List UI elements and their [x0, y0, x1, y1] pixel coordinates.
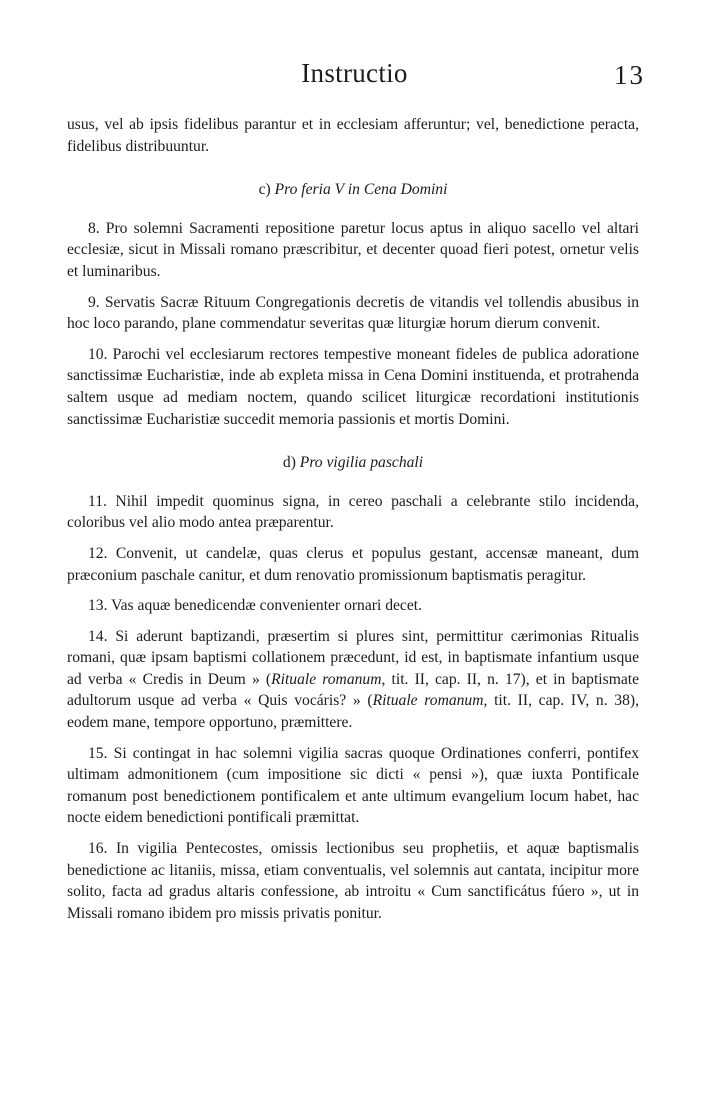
- section-title: Pro vigilia paschali: [299, 454, 424, 472]
- running-title: Instructio: [301, 58, 408, 88]
- section-letter: c): [258, 181, 275, 199]
- text-run: 14. Si aderunt baptizandi, præsertim si plures sint, permittitur cærimonias Ritualis romani, quæ ipsam baptismi collationem præcedunt, id est, in baptismate infantium usque ad verba « Credis in Deum » (: [67, 627, 639, 688]
- paragraph-16: 16. In vigilia Pentecostes, omissis lectionibus seu prophetiis, et aquæ baptismalis benedictione ac litaniis, missa, etiam conventualis, vel solemnis aut cantata, incipitur more solito, facta ad gradus altaris confessione, ab introitu « Cum sanctificátus fúero », ut in Missali romano ibidem pro missis privatis ponitur.: [67, 840, 639, 922]
- paragraph-11: 11. Nihil impedit quominus signa, in cereo paschali a celebrante stilo incidenda, coloribus vel alio modo antea præparentur.: [67, 492, 639, 532]
- section-letter: d): [282, 454, 300, 472]
- paragraph-continuation: usus, vel ab ipsis fidelibus parantur et in ecclesiam afferuntur; vel, benedictione peracta, fidelibus distribuuntur.: [67, 116, 639, 155]
- paragraph-14: [67, 626, 639, 734]
- paragraph-13: 13. Vas aquæ benedicendæ convenienter ornari decet.: [88, 597, 422, 615]
- text-run: , tit. II, cap. IV, n. 38), eodem mane, tempore opportuno, præmittere.: [67, 692, 639, 732]
- page-number: 13: [614, 60, 645, 90]
- section-title: Pro feria V in Cena Domini: [274, 181, 448, 199]
- paragraph-10: 10. Parochi vel ecclesiarum rectores tempestive moneant fideles de publica adoratione sanctissimæ Eucharistiæ, inde ab expleta missa in Cena Domini instituenda, et protrahenda saltem usque ad mediam noctem, quando scilicet liturgicæ recordationi institutionis sanctissimæ Eucharistiæ succedit memoria passionis et mortis Domini.: [67, 345, 639, 428]
- text-run: , tit. II, cap. II, n. 17), et in baptismate adultorum usque ad verba « Quis vocáris? » (: [67, 670, 639, 710]
- citation-title: Rituale romanum: [372, 692, 484, 710]
- section-heading-c: [67, 179, 639, 201]
- paragraph-9: 9. Servatis Sacræ Rituum Congregationis decretis de vitandis vel tollendis abusibus in hoc loco parando, plane commendatur severitas quæ liturgiæ horum dierum convenit.: [67, 293, 639, 333]
- body-text: [67, 114, 639, 924]
- paragraph-15: 15. Si contingat in hac solemni vigilia sacras quoque Ordinationes conferri, pontifex ultimam admonitionem (cum impositione sic dicti « pensi »), quæ iuxta Pontificale romanum post benedictionem pontificalem et ante ultimum evangelium locum habet, hac nocte eidem benedictioni pontificali præmittat.: [67, 744, 639, 827]
- section-heading-d: [67, 452, 639, 474]
- citation-title: Rituale romanum: [271, 670, 382, 688]
- paragraph-12: 12. Convenit, ut candelæ, quas clerus et populus gestant, accensæ maneant, dum præconium paschale canitur, et dum renovatio promissionum baptismatis peragitur.: [67, 544, 639, 584]
- paragraph-8: 8. Pro solemni Sacramenti repositione paretur locus aptus in aliquo sacello vel altari ecclesiæ, sicut in Missali romano præscribitur, et decenter quoad fieri potest, ornetur velis et luminaribus.: [67, 219, 639, 280]
